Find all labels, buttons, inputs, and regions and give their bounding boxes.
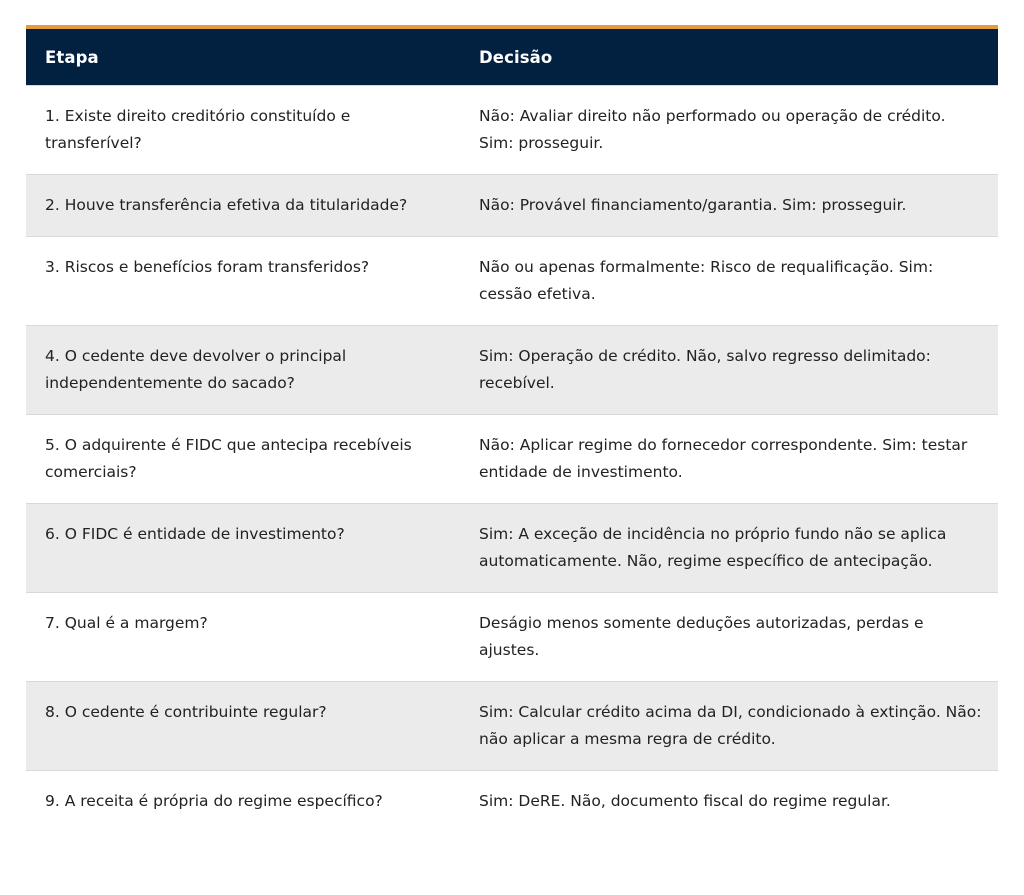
decision-cell: Não ou apenas formalmente: Risco de requalificação. Sim: cessão efetiva. <box>460 237 998 326</box>
table-row <box>26 415 998 504</box>
decision-table <box>26 29 998 832</box>
table-row <box>26 237 998 326</box>
step-cell: 2. Houve transferência efetiva da titularidade? <box>26 175 460 237</box>
table-row <box>26 175 998 237</box>
table-row <box>26 593 998 682</box>
table-row <box>26 86 998 175</box>
decision-cell: Sim: Operação de crédito. Não, salvo regresso delimitado: recebível. <box>460 326 998 415</box>
decision-cell: Sim: Calcular crédito acima da DI, condicionado à extinção. Não: não aplicar a mesma regra de crédito. <box>460 682 998 771</box>
table-row <box>26 504 998 593</box>
step-cell: 4. O cedente deve devolver o principal independentemente do sacado? <box>26 326 460 415</box>
header-etapa: Etapa <box>26 29 460 86</box>
step-cell: 9. A receita é própria do regime específico? <box>26 771 460 833</box>
decision-cell: Deságio menos somente deduções autorizadas, perdas e ajustes. <box>460 593 998 682</box>
table-row <box>26 326 998 415</box>
step-cell: 1. Existe direito creditório constituído e transferível? <box>26 86 460 175</box>
decision-cell: Sim: A exceção de incidência no próprio fundo não se aplica automaticamente. Não, regime específico de antecipação. <box>460 504 998 593</box>
header-decisao: Decisão <box>460 29 998 86</box>
decision-cell: Sim: DeRE. Não, documento fiscal do regime regular. <box>460 771 998 833</box>
step-cell: 5. O adquirente é FIDC que antecipa recebíveis comerciais? <box>26 415 460 504</box>
table-body <box>26 86 998 833</box>
step-cell: 3. Riscos e benefícios foram transferidos? <box>26 237 460 326</box>
step-cell: 7. Qual é a margem? <box>26 593 460 682</box>
decision-cell: Não: Avaliar direito não performado ou operação de crédito. Sim: prosseguir. <box>460 86 998 175</box>
header-row <box>26 29 998 86</box>
step-cell: 8. O cedente é contribuinte regular? <box>26 682 460 771</box>
decision-table-container <box>26 25 998 832</box>
table-row <box>26 682 998 771</box>
step-cell: 6. O FIDC é entidade de investimento? <box>26 504 460 593</box>
table-row <box>26 771 998 833</box>
table-header <box>26 29 998 86</box>
decision-cell: Não: Provável financiamento/garantia. Sim: prosseguir. <box>460 175 998 237</box>
decision-cell: Não: Aplicar regime do fornecedor correspondente. Sim: testar entidade de investimento. <box>460 415 998 504</box>
